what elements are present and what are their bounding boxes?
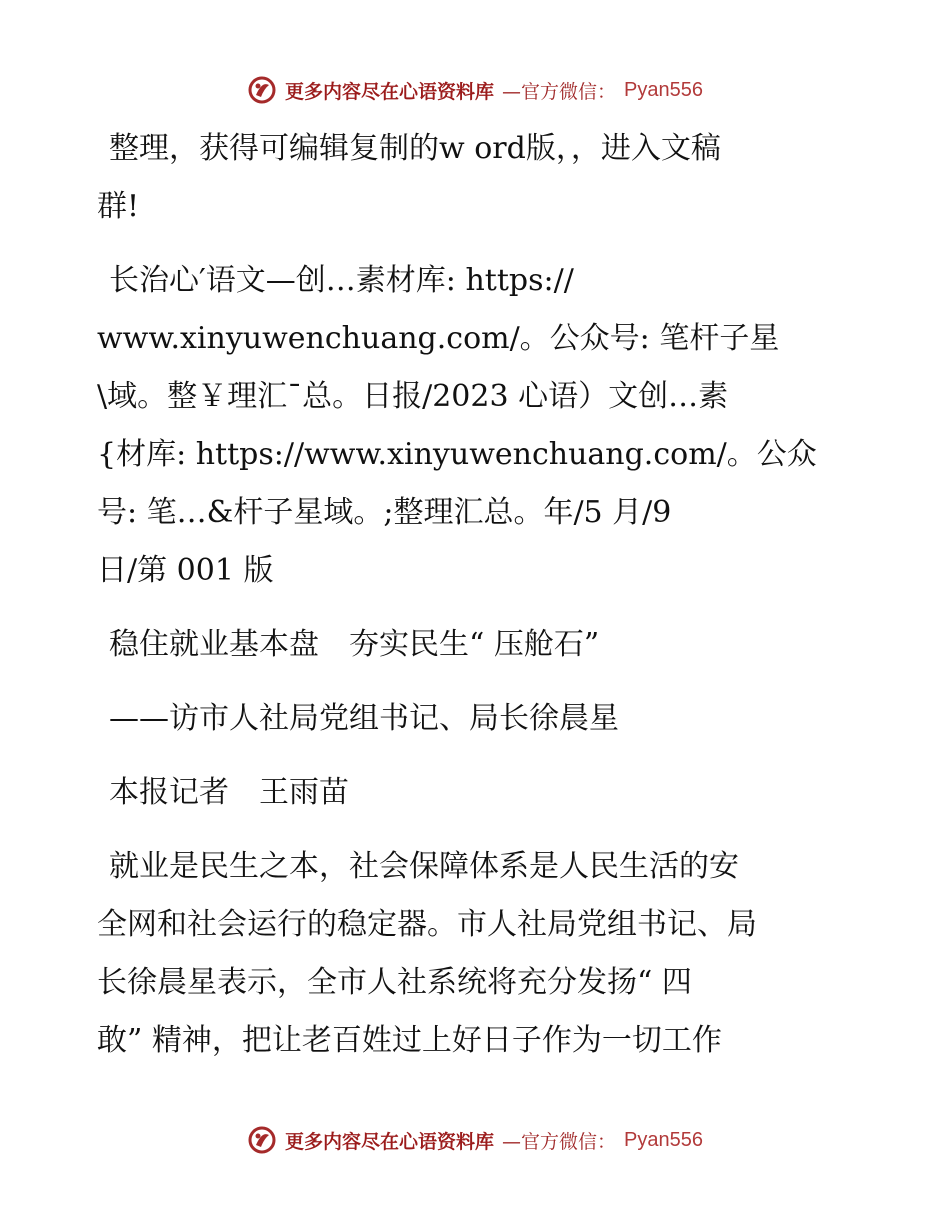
source-line-6: 日/第 001 版	[97, 553, 274, 588]
intro-line-1: 整理，获得可编辑复制的w ord版，，进入文稿	[109, 131, 721, 166]
banner-wechat-label: —官方微信：	[502, 80, 617, 103]
banner-title: 更多内容尽在心语资料库	[285, 80, 495, 103]
source-line-1: 长治心′语文—创…素材库: https://	[109, 263, 574, 298]
source-line-3: \域。整￥理汇¯总。日报/2023 心语）文创…素	[97, 379, 729, 414]
source-line-2: www.xinyuwenchuang.com/。公众号: 笔杆子星	[97, 321, 780, 356]
intro-line-2: 群!	[97, 189, 140, 224]
banner-wechat-id: Pyan556	[624, 1128, 703, 1151]
banner-wechat-label: —官方微信：	[502, 1130, 617, 1153]
brand-logo-icon	[247, 75, 277, 105]
footer-banner	[0, 1120, 950, 1160]
paragraph-line-1: 就业是民生之本，社会保障体系是人民生活的安	[109, 849, 739, 884]
article-body	[97, 120, 852, 1070]
paragraph-line-3: 长徐晨星表示，全市人社系统将充分发扬“ 四	[97, 965, 692, 1000]
paragraph-line-2: 全网和社会运行的稳定器。市人社局党组书记、局	[97, 907, 757, 942]
banner-wechat-id: Pyan556	[624, 78, 703, 101]
paragraph-line-4: 敢” 精神，把让老百姓过上好日子作为一切工作	[97, 1023, 722, 1058]
article-subtitle: ——访市人社局党组书记、局长徐晨星	[109, 701, 619, 736]
byline: 本报记者 王雨苗	[109, 775, 349, 810]
source-line-5: 号: 笔…&杆子星域。;整理汇总。年/5 月/9	[97, 495, 672, 530]
header-banner	[0, 70, 950, 110]
source-line-4: {材库: https://www.xinyuwenchuang.com/。公众	[97, 437, 817, 472]
banner-title: 更多内容尽在心语资料库	[285, 1130, 495, 1153]
article-title: 稳住就业基本盘 夯实民生“ 压舱石”	[109, 627, 600, 662]
brand-logo-icon	[247, 1125, 277, 1155]
